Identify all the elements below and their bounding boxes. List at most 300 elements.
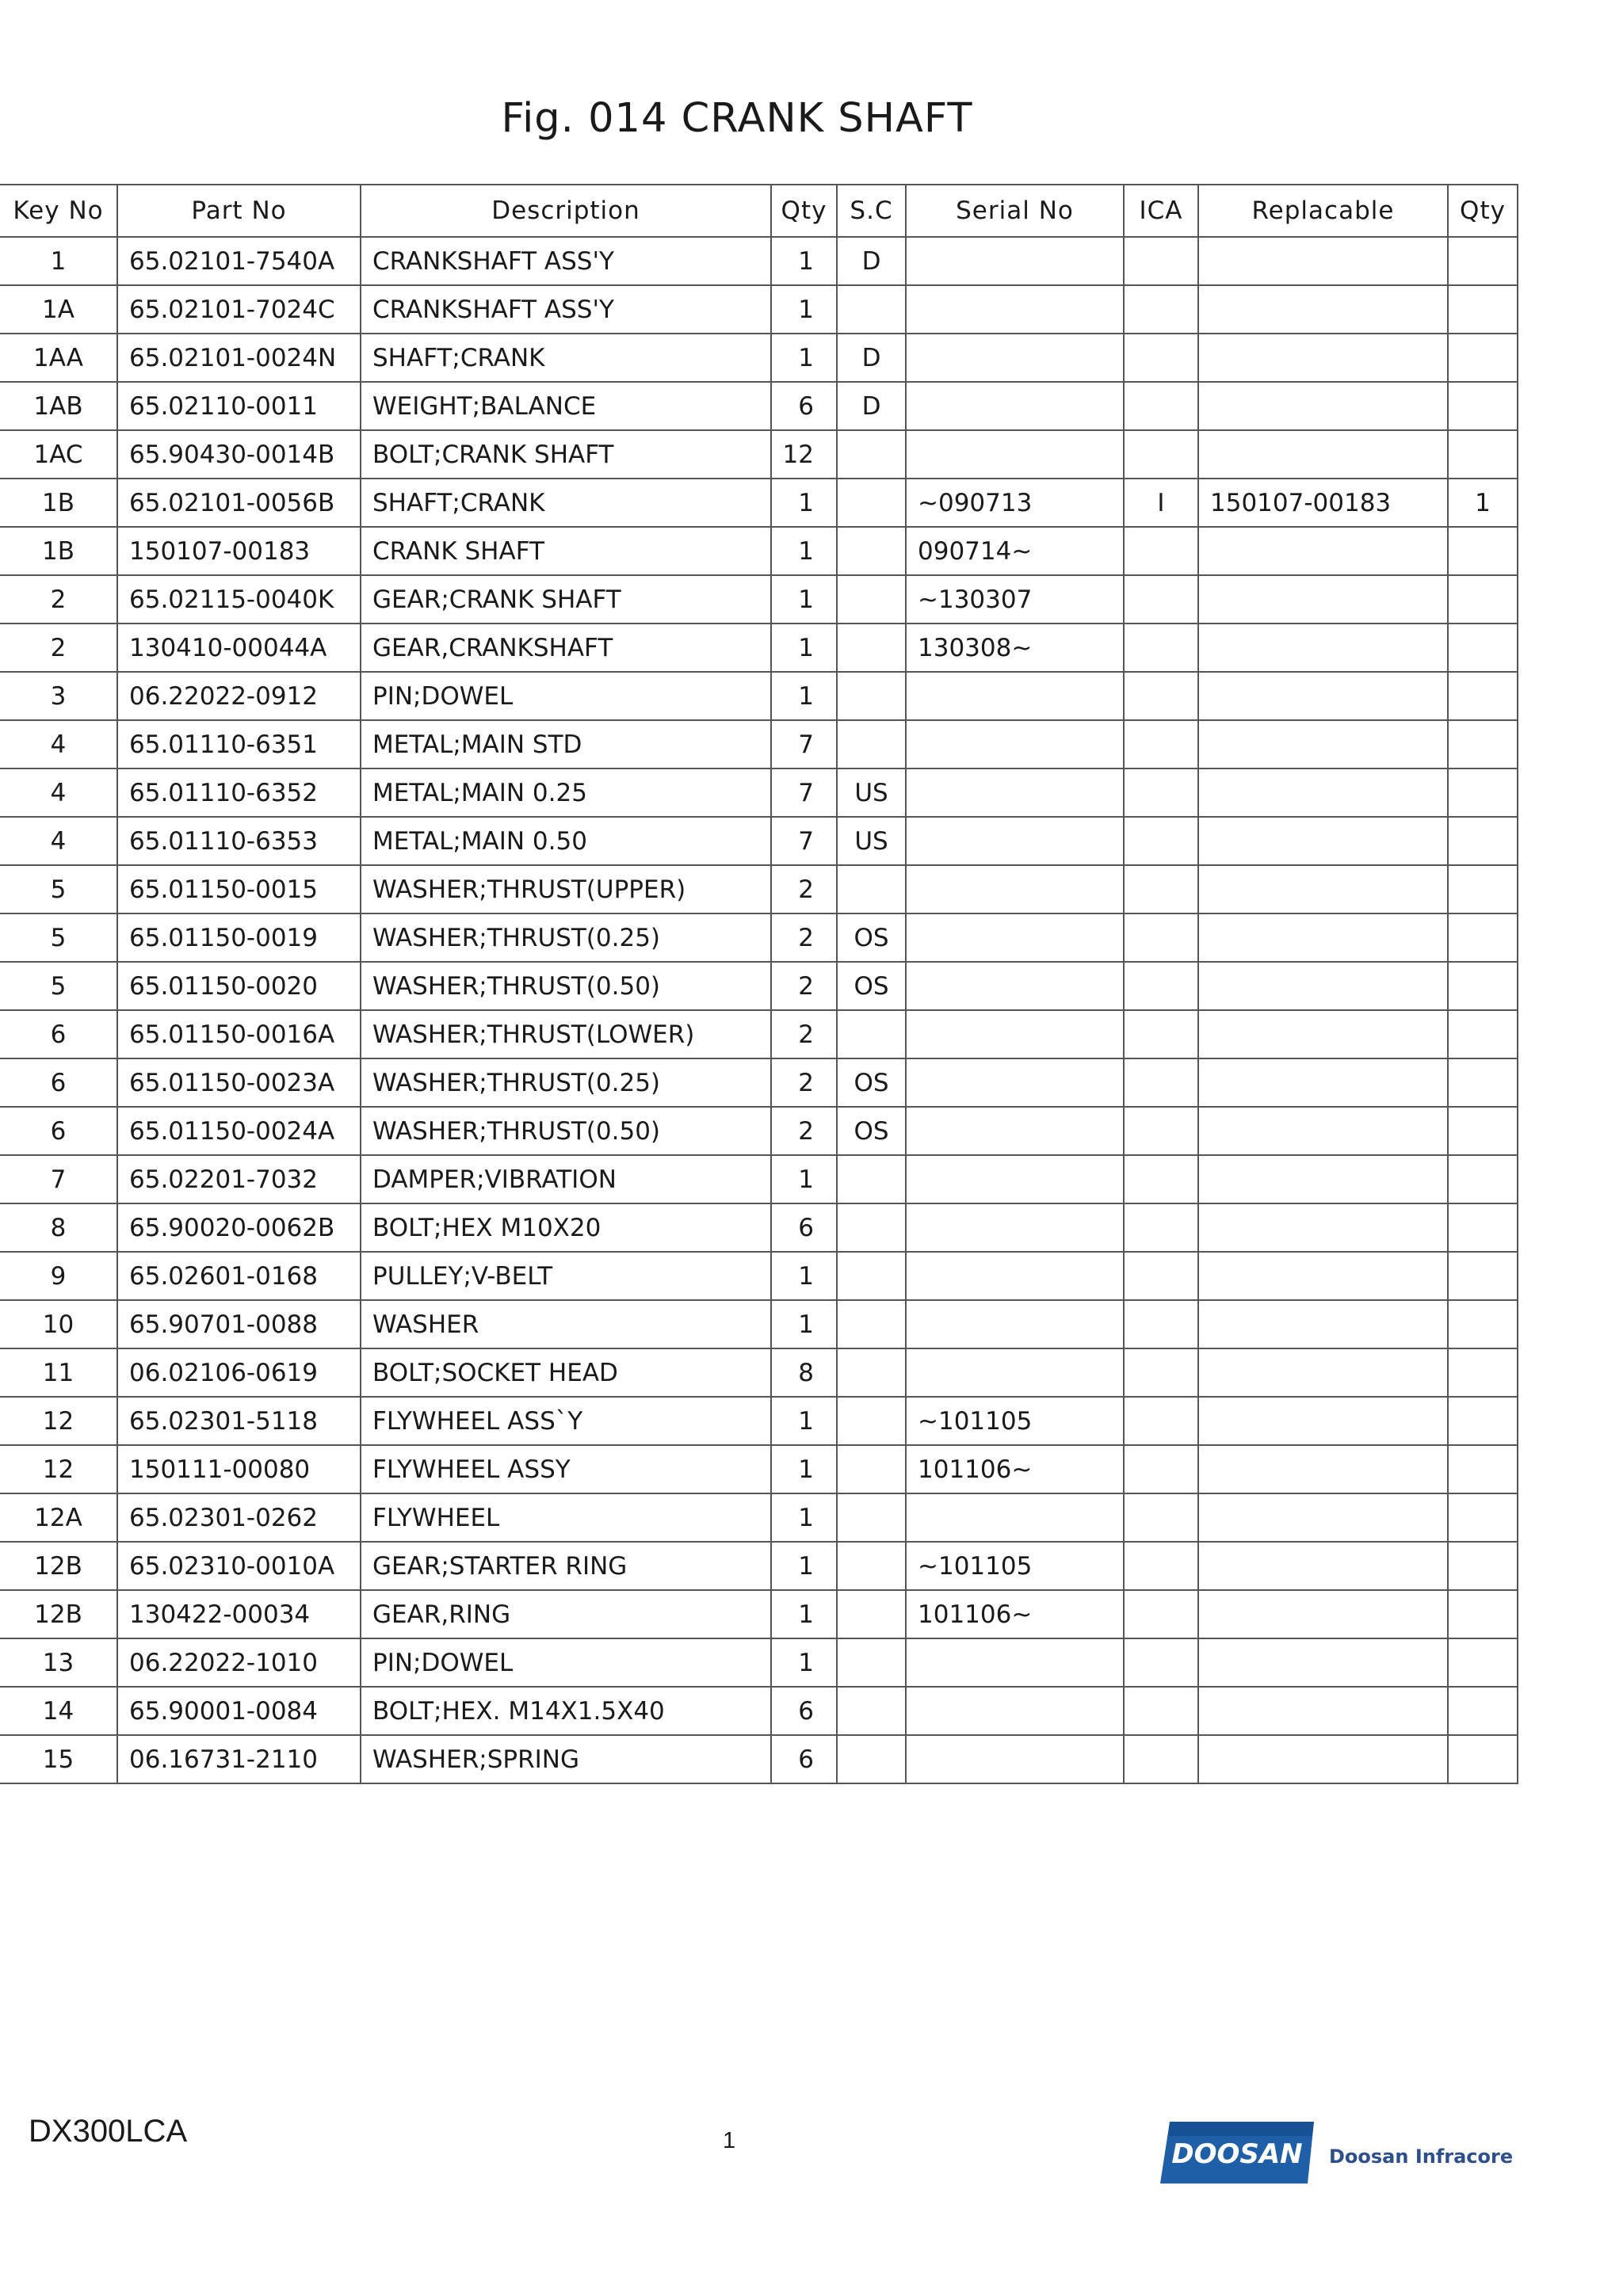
description-cell: GEAR,RING (361, 1590, 771, 1638)
column-header-description: Description (361, 185, 771, 237)
sc-cell (837, 1445, 906, 1493)
column-header-key-no: Key No (0, 185, 117, 237)
ica-cell (1124, 382, 1198, 430)
replacable-cell (1198, 913, 1448, 962)
table-row (0, 1493, 1518, 1542)
replacable-qty-cell (1448, 865, 1518, 913)
ica-cell (1124, 1735, 1198, 1783)
serial-no-cell (906, 1107, 1124, 1155)
description-cell: METAL;MAIN 0.25 (361, 769, 771, 817)
serial-no-cell (906, 720, 1124, 769)
qty-cell: 1 (771, 237, 837, 285)
part-no-cell: 65.01110-6351 (117, 720, 361, 769)
replacable-cell (1198, 1252, 1448, 1300)
replacable-qty-cell (1448, 1542, 1518, 1590)
table-row (0, 865, 1518, 913)
ica-cell (1124, 1252, 1198, 1300)
sc-cell: OS (837, 1107, 906, 1155)
table-row (0, 334, 1518, 382)
description-cell: WASHER;THRUST(0.25) (361, 1058, 771, 1107)
replacable-cell (1198, 720, 1448, 769)
replacable-qty-cell (1448, 1590, 1518, 1638)
description-cell: FLYWHEEL (361, 1493, 771, 1542)
sc-cell (837, 1155, 906, 1203)
replacable-cell (1198, 1542, 1448, 1590)
sc-cell: OS (837, 962, 906, 1010)
sc-cell (837, 1638, 906, 1687)
qty-cell: 7 (771, 769, 837, 817)
replacable-cell (1198, 769, 1448, 817)
description-cell: WASHER;THRUST(0.50) (361, 962, 771, 1010)
part-no-cell: 65.90701-0088 (117, 1300, 361, 1348)
part-no-cell: 130410-00044A (117, 624, 361, 672)
key-no-cell: 1B (0, 479, 117, 527)
sc-cell (837, 430, 906, 479)
column-header-replacable: Replacable (1198, 185, 1448, 237)
part-no-cell: 65.02101-0056B (117, 479, 361, 527)
serial-no-cell (906, 382, 1124, 430)
key-no-cell: 1AA (0, 334, 117, 382)
replacable-qty-cell (1448, 527, 1518, 575)
replacable-cell (1198, 285, 1448, 334)
replacable-cell (1198, 1590, 1448, 1638)
part-no-cell: 130422-00034 (117, 1590, 361, 1638)
table-row (0, 1252, 1518, 1300)
description-cell: BOLT;SOCKET HEAD (361, 1348, 771, 1397)
replacable-qty-cell (1448, 382, 1518, 430)
part-no-cell: 65.90020-0062B (117, 1203, 361, 1252)
replacable-qty-cell (1448, 1445, 1518, 1493)
replacable-qty-cell (1448, 575, 1518, 624)
replacable-cell (1198, 334, 1448, 382)
description-cell: WASHER;THRUST(0.25) (361, 913, 771, 962)
brand-name: Doosan Infracore (1329, 2145, 1514, 2168)
ica-cell (1124, 817, 1198, 865)
serial-no-cell: 090714~ (906, 527, 1124, 575)
column-header-sc: S.C (837, 185, 906, 237)
part-no-cell: 06.22022-1010 (117, 1638, 361, 1687)
qty-cell: 1 (771, 1155, 837, 1203)
key-no-cell: 4 (0, 720, 117, 769)
description-cell: METAL;MAIN 0.50 (361, 817, 771, 865)
part-no-cell: 06.22022-0912 (117, 672, 361, 720)
replacable-cell (1198, 1638, 1448, 1687)
key-no-cell: 1B (0, 527, 117, 575)
description-cell: PULLEY;V-BELT (361, 1252, 771, 1300)
sc-cell: D (837, 382, 906, 430)
key-no-cell: 9 (0, 1252, 117, 1300)
description-cell: GEAR,CRANKSHAFT (361, 624, 771, 672)
part-no-cell: 65.01150-0024A (117, 1107, 361, 1155)
column-header-qty: Qty (771, 185, 837, 237)
qty-cell: 6 (771, 1687, 837, 1735)
sc-cell: US (837, 817, 906, 865)
replacable-cell (1198, 1010, 1448, 1058)
description-cell: CRANK SHAFT (361, 527, 771, 575)
replacable-qty-cell (1448, 672, 1518, 720)
qty-cell: 7 (771, 817, 837, 865)
sc-cell (837, 1252, 906, 1300)
key-no-cell: 12A (0, 1493, 117, 1542)
replacable-cell (1198, 672, 1448, 720)
part-no-cell: 65.02101-7540A (117, 237, 361, 285)
key-no-cell: 7 (0, 1155, 117, 1203)
part-no-cell: 65.01110-6353 (117, 817, 361, 865)
replacable-cell (1198, 1203, 1448, 1252)
ica-cell (1124, 1155, 1198, 1203)
part-no-cell: 150111-00080 (117, 1445, 361, 1493)
sc-cell (837, 1300, 906, 1348)
sc-cell: US (837, 769, 906, 817)
description-cell: PIN;DOWEL (361, 672, 771, 720)
key-no-cell: 5 (0, 962, 117, 1010)
sc-cell: D (837, 237, 906, 285)
description-cell: BOLT;HEX. M14X1.5X40 (361, 1687, 771, 1735)
qty-cell: 1 (771, 624, 837, 672)
qty-cell: 6 (771, 382, 837, 430)
ica-cell (1124, 285, 1198, 334)
serial-no-cell (906, 769, 1124, 817)
table-row (0, 1010, 1518, 1058)
key-no-cell: 1 (0, 237, 117, 285)
serial-no-cell (906, 962, 1124, 1010)
replacable-qty-cell: 1 (1448, 479, 1518, 527)
replacable-qty-cell (1448, 769, 1518, 817)
replacable-cell (1198, 1735, 1448, 1783)
replacable-cell (1198, 430, 1448, 479)
key-no-cell: 3 (0, 672, 117, 720)
key-no-cell: 6 (0, 1107, 117, 1155)
table-row (0, 769, 1518, 817)
qty-cell: 1 (771, 1445, 837, 1493)
part-no-cell: 65.01150-0023A (117, 1058, 361, 1107)
qty-cell: 8 (771, 1348, 837, 1397)
serial-no-cell (906, 1735, 1124, 1783)
replacable-qty-cell (1448, 1107, 1518, 1155)
ica-cell (1124, 865, 1198, 913)
serial-no-cell (906, 237, 1124, 285)
sc-cell (837, 1010, 906, 1058)
ica-cell (1124, 1397, 1198, 1445)
part-no-cell: 65.02101-7024C (117, 285, 361, 334)
key-no-cell: 1A (0, 285, 117, 334)
key-no-cell: 1AC (0, 430, 117, 479)
table-row (0, 672, 1518, 720)
replacable-qty-cell (1448, 720, 1518, 769)
ica-cell (1124, 962, 1198, 1010)
replacable-cell: 150107-00183 (1198, 479, 1448, 527)
table-row (0, 1445, 1518, 1493)
table-row (0, 430, 1518, 479)
part-no-cell: 65.02201-7032 (117, 1155, 361, 1203)
serial-no-cell (906, 1155, 1124, 1203)
qty-cell: 1 (771, 672, 837, 720)
table-row (0, 1542, 1518, 1590)
replacable-qty-cell (1448, 237, 1518, 285)
replacable-cell (1198, 1397, 1448, 1445)
description-cell: BOLT;CRANK SHAFT (361, 430, 771, 479)
ica-cell (1124, 1010, 1198, 1058)
serial-no-cell (906, 1300, 1124, 1348)
serial-no-cell (906, 1010, 1124, 1058)
key-no-cell: 12 (0, 1397, 117, 1445)
key-no-cell: 4 (0, 769, 117, 817)
qty-cell: 1 (771, 1638, 837, 1687)
replacable-qty-cell (1448, 962, 1518, 1010)
sc-cell (837, 865, 906, 913)
sc-cell (837, 1493, 906, 1542)
column-header-serial-no: Serial No (906, 185, 1124, 237)
ica-cell: I (1124, 479, 1198, 527)
sc-cell: OS (837, 1058, 906, 1107)
qty-cell: 1 (771, 334, 837, 382)
key-no-cell: 13 (0, 1638, 117, 1687)
key-no-cell: 6 (0, 1058, 117, 1107)
qty-cell: 1 (771, 479, 837, 527)
part-no-cell: 65.01110-6352 (117, 769, 361, 817)
model-name: DX300LCA (29, 2114, 188, 2149)
description-cell: CRANKSHAFT ASS'Y (361, 285, 771, 334)
serial-no-cell (906, 1203, 1124, 1252)
replacable-cell (1198, 382, 1448, 430)
replacable-qty-cell (1448, 1687, 1518, 1735)
qty-cell: 1 (771, 1252, 837, 1300)
qty-cell: 1 (771, 285, 837, 334)
parts-table-body (0, 237, 1518, 1783)
column-header-ica: ICA (1124, 185, 1198, 237)
table-row (0, 1735, 1518, 1783)
ica-cell (1124, 575, 1198, 624)
ica-cell (1124, 527, 1198, 575)
replacable-qty-cell (1448, 1735, 1518, 1783)
replacable-cell (1198, 624, 1448, 672)
ica-cell (1124, 1348, 1198, 1397)
sc-cell (837, 1397, 906, 1445)
qty-cell: 2 (771, 913, 837, 962)
description-cell: SHAFT;CRANK (361, 479, 771, 527)
table-row (0, 817, 1518, 865)
table-row (0, 1300, 1518, 1348)
column-header-part-no: Part No (117, 185, 361, 237)
sc-cell (837, 527, 906, 575)
qty-cell: 1 (771, 1397, 837, 1445)
serial-no-cell: ~090713 (906, 479, 1124, 527)
serial-no-cell (906, 334, 1124, 382)
description-cell: WEIGHT;BALANCE (361, 382, 771, 430)
key-no-cell: 12B (0, 1542, 117, 1590)
replacable-cell (1198, 817, 1448, 865)
qty-cell: 1 (771, 1590, 837, 1638)
table-row (0, 285, 1518, 334)
table-row (0, 237, 1518, 285)
sc-cell (837, 479, 906, 527)
part-no-cell: 65.01150-0020 (117, 962, 361, 1010)
serial-no-cell (906, 1638, 1124, 1687)
part-no-cell: 65.02310-0010A (117, 1542, 361, 1590)
table-row (0, 1638, 1518, 1687)
replacable-qty-cell (1448, 1058, 1518, 1107)
sc-cell: OS (837, 913, 906, 962)
key-no-cell: 2 (0, 575, 117, 624)
key-no-cell: 12 (0, 1445, 117, 1493)
replacable-qty-cell (1448, 1010, 1518, 1058)
ica-cell (1124, 769, 1198, 817)
description-cell: CRANKSHAFT ASS'Y (361, 237, 771, 285)
replacable-cell (1198, 237, 1448, 285)
description-cell: GEAR;CRANK SHAFT (361, 575, 771, 624)
table-row (0, 382, 1518, 430)
replacable-cell (1198, 527, 1448, 575)
serial-no-cell: 101106~ (906, 1590, 1124, 1638)
ica-cell (1124, 1300, 1198, 1348)
table-row (0, 1203, 1518, 1252)
ica-cell (1124, 1203, 1198, 1252)
qty-cell: 1 (771, 1493, 837, 1542)
serial-no-cell (906, 1058, 1124, 1107)
description-cell: WASHER;THRUST(UPPER) (361, 865, 771, 913)
serial-no-cell (906, 1493, 1124, 1542)
serial-no-cell (906, 817, 1124, 865)
table-row (0, 1348, 1518, 1397)
key-no-cell: 6 (0, 1010, 117, 1058)
ica-cell (1124, 1445, 1198, 1493)
qty-cell: 1 (771, 1300, 837, 1348)
ica-cell (1124, 672, 1198, 720)
qty-cell: 6 (771, 1203, 837, 1252)
qty-cell: 6 (771, 1735, 837, 1783)
part-no-cell: 65.02601-0168 (117, 1252, 361, 1300)
sc-cell (837, 285, 906, 334)
table-row (0, 720, 1518, 769)
part-no-cell: 65.90001-0084 (117, 1687, 361, 1735)
part-no-cell: 65.02101-0024N (117, 334, 361, 382)
part-no-cell: 65.02301-5118 (117, 1397, 361, 1445)
replacable-qty-cell (1448, 1638, 1518, 1687)
description-cell: WASHER;THRUST(LOWER) (361, 1010, 771, 1058)
key-no-cell: 5 (0, 865, 117, 913)
description-cell: GEAR;STARTER RING (361, 1542, 771, 1590)
ica-cell (1124, 720, 1198, 769)
replacable-qty-cell (1448, 285, 1518, 334)
serial-no-cell (906, 865, 1124, 913)
replacable-qty-cell (1448, 334, 1518, 382)
column-header-replacable-qty: Qty (1448, 185, 1518, 237)
replacable-cell (1198, 1493, 1448, 1542)
sc-cell (837, 1203, 906, 1252)
replacable-qty-cell (1448, 430, 1518, 479)
qty-cell: 2 (771, 1058, 837, 1107)
serial-no-cell (906, 430, 1124, 479)
qty-cell: 1 (771, 1542, 837, 1590)
sc-cell (837, 1590, 906, 1638)
table-row (0, 962, 1518, 1010)
sc-cell (837, 575, 906, 624)
part-no-cell: 65.01150-0015 (117, 865, 361, 913)
table-row (0, 624, 1518, 672)
qty-cell: 1 (771, 575, 837, 624)
replacable-qty-cell (1448, 1493, 1518, 1542)
replacable-cell (1198, 1687, 1448, 1735)
description-cell: DAMPER;VIBRATION (361, 1155, 771, 1203)
sc-cell (837, 672, 906, 720)
replacable-cell (1198, 1445, 1448, 1493)
serial-no-cell: 130308~ (906, 624, 1124, 672)
ica-cell (1124, 1590, 1198, 1638)
table-row (0, 913, 1518, 962)
part-no-cell: 150107-00183 (117, 527, 361, 575)
part-no-cell: 06.16731-2110 (117, 1735, 361, 1783)
serial-no-cell: ~101105 (906, 1397, 1124, 1445)
replacable-cell (1198, 1058, 1448, 1107)
ica-cell (1124, 624, 1198, 672)
description-cell: WASHER;SPRING (361, 1735, 771, 1783)
part-no-cell: 65.90430-0014B (117, 430, 361, 479)
key-no-cell: 8 (0, 1203, 117, 1252)
qty-cell: 7 (771, 720, 837, 769)
table-row (0, 1107, 1518, 1155)
key-no-cell: 11 (0, 1348, 117, 1397)
replacable-qty-cell (1448, 913, 1518, 962)
replacable-cell (1198, 1300, 1448, 1348)
table-row (0, 527, 1518, 575)
table-row (0, 1687, 1518, 1735)
ica-cell (1124, 334, 1198, 382)
replacable-qty-cell (1448, 817, 1518, 865)
replacable-qty-cell (1448, 1397, 1518, 1445)
sc-cell (837, 624, 906, 672)
serial-no-cell (906, 285, 1124, 334)
ica-cell (1124, 430, 1198, 479)
replacable-cell (1198, 1348, 1448, 1397)
qty-cell: 2 (771, 1107, 837, 1155)
description-cell: WASHER (361, 1300, 771, 1348)
key-no-cell: 12B (0, 1590, 117, 1638)
table-row (0, 1058, 1518, 1107)
replacable-cell (1198, 962, 1448, 1010)
description-cell: PIN;DOWEL (361, 1638, 771, 1687)
key-no-cell: 2 (0, 624, 117, 672)
ica-cell (1124, 1638, 1198, 1687)
key-no-cell: 5 (0, 913, 117, 962)
replacable-qty-cell (1448, 1252, 1518, 1300)
replacable-qty-cell (1448, 1348, 1518, 1397)
ica-cell (1124, 237, 1198, 285)
table-row (0, 575, 1518, 624)
sc-cell (837, 720, 906, 769)
sc-cell (837, 1687, 906, 1735)
part-no-cell: 65.01150-0019 (117, 913, 361, 962)
replacable-qty-cell (1448, 1155, 1518, 1203)
description-cell: FLYWHEEL ASS`Y (361, 1397, 771, 1445)
serial-no-cell: 101106~ (906, 1445, 1124, 1493)
serial-no-cell (906, 1252, 1124, 1300)
ica-cell (1124, 1687, 1198, 1735)
ica-cell (1124, 1493, 1198, 1542)
doosan-logo (1159, 2117, 1514, 2188)
qty-cell: 1 (771, 527, 837, 575)
part-no-cell: 65.02110-0011 (117, 382, 361, 430)
qty-cell: 2 (771, 1010, 837, 1058)
qty-cell: 2 (771, 962, 837, 1010)
part-no-cell: 65.02115-0040K (117, 575, 361, 624)
key-no-cell: 14 (0, 1687, 117, 1735)
logo-badge-shade (1168, 2122, 1314, 2136)
table-row (0, 1397, 1518, 1445)
qty-cell: 2 (771, 865, 837, 913)
table-header-row (0, 185, 1518, 237)
replacable-cell (1198, 1155, 1448, 1203)
table-row (0, 479, 1518, 527)
